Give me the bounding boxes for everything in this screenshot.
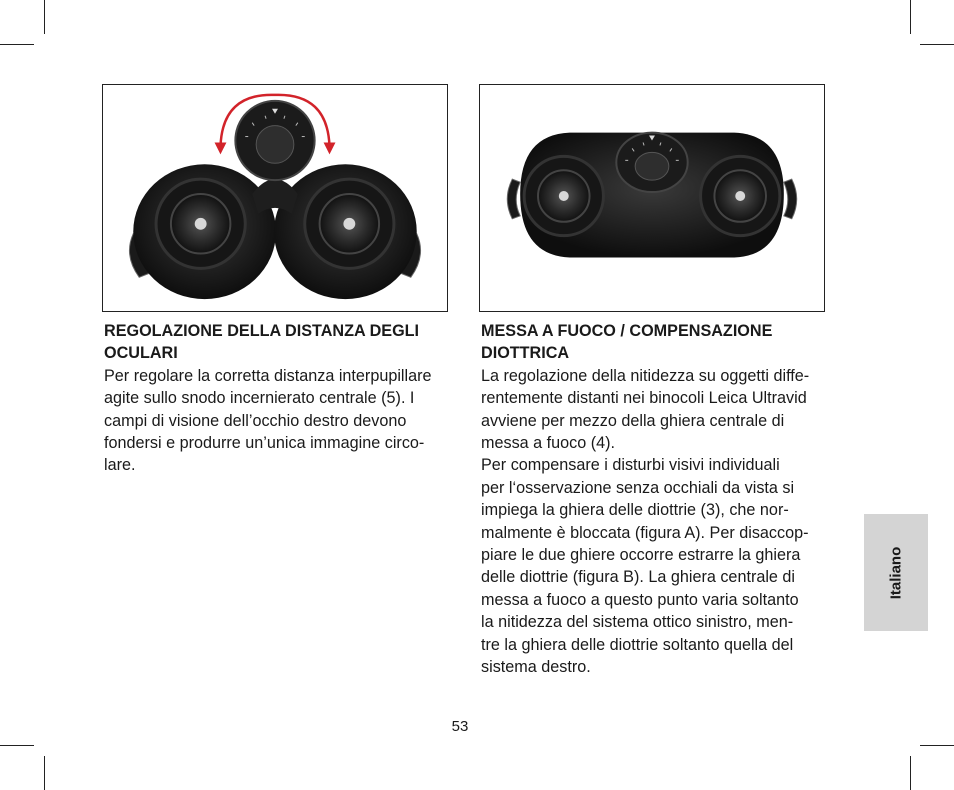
body-line: messa a fuoco a questo punto varia soltanto [481,590,799,609]
page-number: 53 [451,718,469,735]
crop-mark [0,745,34,746]
crop-mark [910,0,911,34]
crop-mark [920,44,954,45]
section-focus [481,320,826,679]
crop-mark [0,44,34,45]
crop-mark [920,745,954,746]
body-line: La regolazione della nitidezza su oggetti diffe- [481,366,810,385]
body-line: messa a fuoco (4). [481,434,616,453]
body-line: la nitidezza del sistema ottico sinistro, men- [481,613,794,632]
heading-line: OCULARI [104,344,178,363]
body-line: impiega la ghiera delle diottrie (3), che nor- [481,501,789,520]
section-body [104,365,449,477]
binoculars-illustration-hinge [103,85,447,311]
section-interpupillary [104,320,449,477]
crop-mark [44,0,45,34]
heading-line: DIOTTRICA [481,344,570,363]
body-line: campi di visione dell’occhio destro devono [104,411,407,430]
section-heading [104,320,449,365]
body-line: per l‘osservazione senza occhiali da vista si [481,478,795,497]
binoculars-illustration-focus [480,85,824,311]
body-line: delle diottrie (figura B). La ghiera centrale di [481,568,796,587]
body-line: tre la ghiera delle diottrie soltanto quella del [481,635,794,654]
figure-focus-adjustment [479,84,825,312]
section-body [481,365,826,679]
body-line: avviene per mezzo della ghiera centrale di [481,411,785,430]
crop-mark [44,756,45,790]
language-tab-label: Italiano [887,546,905,599]
body-line: fondersi e produrre un’unica immagine circo- [104,434,425,453]
body-line: Per compensare i disturbi visivi individuali [481,456,780,475]
figure-interpupillary-adjustment [102,84,448,312]
heading-line: REGOLAZIONE DELLA DISTANZA DEGLI [104,322,420,340]
crop-mark [910,756,911,790]
body-line: sistema destro. [481,658,591,677]
body-line: piare le due ghiere occorre estrarre la ghiera [481,546,801,565]
section-heading [481,320,826,365]
body-line: malmente è bloccata (figura A). Per disaccop- [481,523,809,542]
body-line: Per regolare la corretta distanza interpupillare [104,366,432,385]
body-line: agite sullo snodo incernierato centrale (5). I [104,389,415,408]
body-line: lare. [104,456,136,475]
heading-line: MESSA A FUOCO / COMPENSAZIONE [481,322,773,340]
language-tab [864,514,928,631]
body-line: rentemente distanti nei binocoli Leica Ultravid [481,389,807,408]
